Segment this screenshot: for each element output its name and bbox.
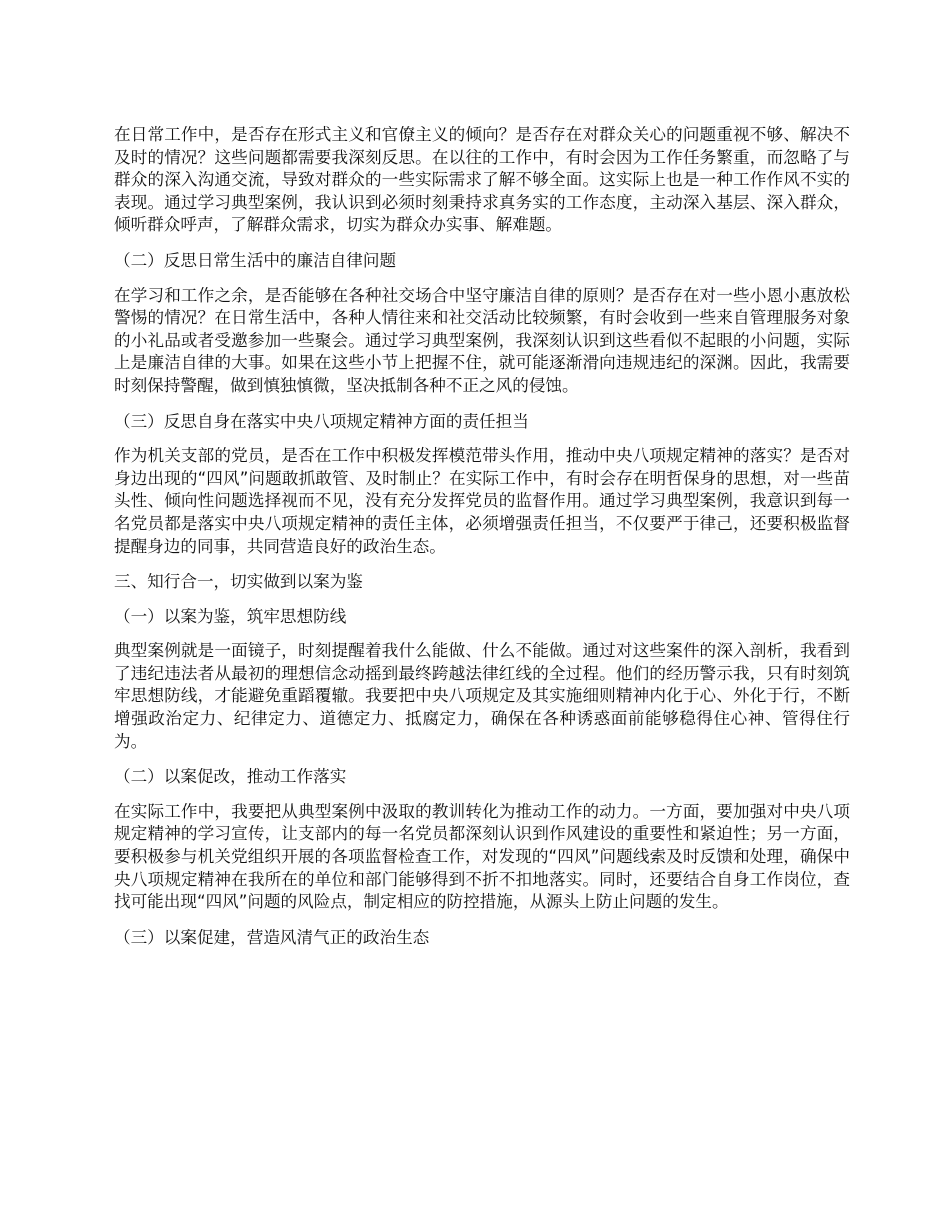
heading-daily-life-integrity: （二）反思日常生活中的廉洁自律问题: [114, 250, 397, 270]
heading-work-implementation: （二）以案促改，推动工作落实: [114, 767, 347, 787]
paragraph-thought-defense: 典型案例就是一面镜子，时刻提醒着我什么能做、什么不能做。通过对这些案件的深入剖析，我看到了违纪违法者从最初的理想信念动摇到最终跨越法律红线的全过程。他们的经历警示我，只有时刻筑牢思想防线，才能避免重蹈覆辙。我要把中央八项规定及其实施细则精神内化于心、外化于行，不断增强政治定力、纪律定力、道德定力、抵腐定力，确保在各种诱惑面前能够稳得住心神、管得住行为。: [114, 641, 850, 751]
paragraph-work-style: 在日常工作中，是否存在形式主义和官僚主义的倾向？是否存在对群众关心的问题重视不够、解决不及时的情况？这些问题都需要我深刻反思。在以往的工作中，有时会因为工作任务繁重，而忽略了与群众的深入沟通交流，导致对群众的一些实际需求了解不够全面。这实际上也是一种工作作风不实的表现。通过学习典型案例，我认识到必须时刻秉持求真务实的工作态度，主动深入基层、深入群众，倾听群众呼声，了解群众需求，切实为群众办实事、解难题。: [114, 125, 850, 235]
heading-political-ecology: （三）以案促建，营造风清气正的政治生态: [114, 927, 430, 947]
paragraph-responsibility: 作为机关支部的党员，是否在工作中积极发挥模范带头作用，推动中央八项规定精神的落实？是否对身边出现的“四风”问题敢抓敢管、及时制止？在实际工作中，有时会存在明哲保身的思想，对一些苗头性、倾向性问题选择视而不见，没有充分发挥党员的监督作用。通过学习典型案例，我意识到每一名党员都是落实中央八项规定精神的责任主体，必须增强责任担当，不仅要严于律己，还要积极监督提醒身边的同事，共同营造良好的政治生态。: [114, 446, 850, 556]
section-heading-unity-knowledge-action: 三、知行合一，切实做到以案为鉴: [114, 572, 363, 592]
paragraph-work-implementation: 在实际工作中，我要把从典型案例中汲取的教训转化为推动工作的动力。一方面，要加强对中央八项规定精神的学习宣传，让支部内的每一名党员都深刻认识到作风建设的重要性和紧迫性；另一方面，要积极参与机关党组织开展的各项监督检查工作，对发现的“四风”问题线索及时反馈和处理，确保中央八项规定精神在我所在的单位和部门能够得到不折不扣地落实。同时，还要结合自身工作岗位，查找可能出现“四风”问题的风险点，制定相应的防控措施，从源头上防止问题的发生。: [114, 801, 850, 912]
document-page: [114, 124, 850, 961]
heading-responsibility: （三）反思自身在落实中央八项规定精神方面的责任担当: [114, 411, 529, 431]
paragraph-daily-life-integrity: 在学习和工作之余，是否能够在各种社交场合中坚守廉洁自律的原则？是否存在对一些小恩小惠放松警惕的情况？在日常生活中，各种人情往来和社交活动比较频繁，有时会收到一些来自管理服务对象的小礼品或者受邀参加一些聚会。通过学习典型案例，我深刻认识到这些看似不起眼的小问题，实际上是廉洁自律的大事。如果在这些小节上把握不住，就可能逐渐滑向违规违纪的深渊。因此，我需要时刻保持警醒，做到慎独慎微，坚决抵制各种不正之风的侵蚀。: [114, 285, 850, 395]
heading-thought-defense: （一）以案为鉴，筑牢思想防线: [114, 606, 347, 626]
